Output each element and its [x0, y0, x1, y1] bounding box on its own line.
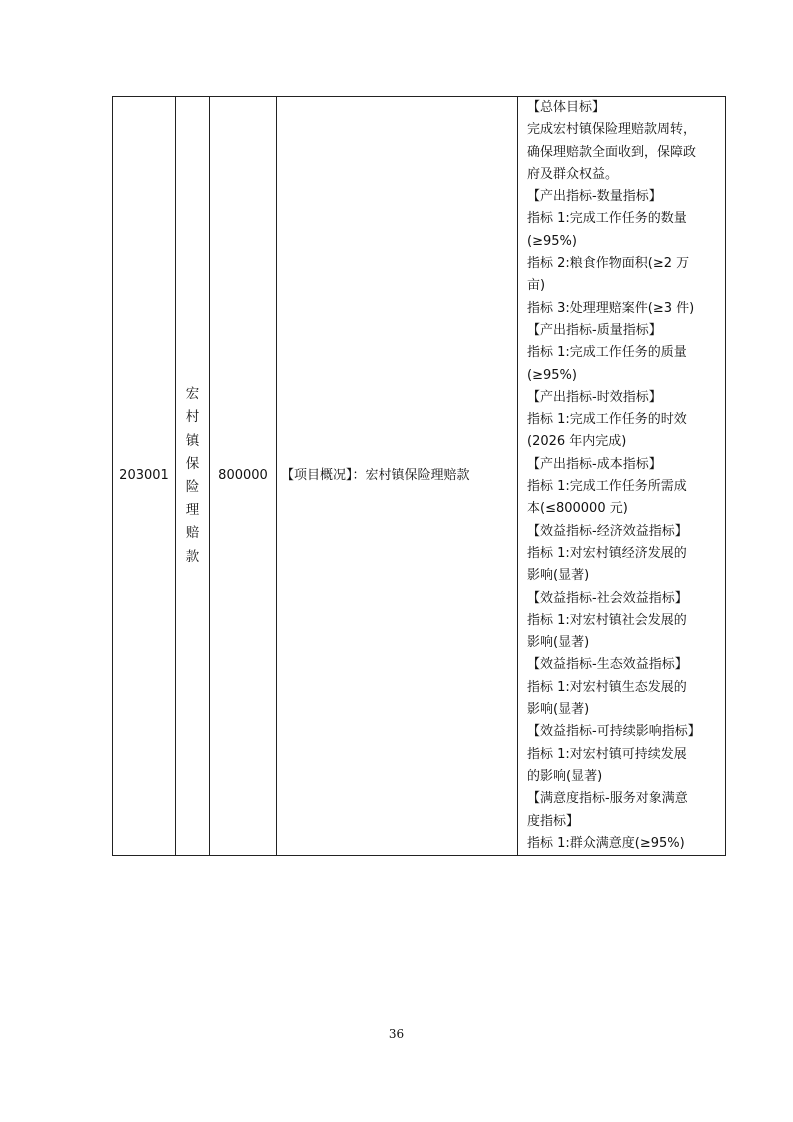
- target-line: 指标 1:对宏村镇可持续发展: [527, 746, 687, 762]
- target-line: 指标 1:对宏村镇经济发展的: [527, 545, 687, 561]
- target-line: 指标 1:群众满意度(≥95%): [527, 835, 685, 851]
- project-table: [112, 96, 726, 856]
- project-name-cell: [176, 97, 210, 856]
- project-code-cell: 203001: [113, 97, 176, 856]
- target-line: 完成宏村镇保险理赔款周转，: [527, 122, 697, 138]
- target-line: 指标 1:完成工作任务的数量: [527, 211, 687, 227]
- project-overview-cell: 【项目概况】：宏村镇保险理赔款: [277, 97, 518, 856]
- target-line: 府及群众权益。: [527, 166, 619, 182]
- target-line: 【产出指标-时效指标】: [527, 389, 662, 405]
- target-line: 【满意度指标-服务对象满意: [527, 791, 688, 807]
- page-number: 36: [388, 1027, 405, 1041]
- table-row: [113, 97, 726, 856]
- target-line: 【产出指标-成本指标】: [527, 456, 662, 472]
- target-line: (≥95%): [527, 367, 577, 383]
- target-line: 确保理赔款全面收到，保障政: [527, 144, 697, 160]
- target-line: 【效益指标-社会效益指标】: [527, 590, 688, 606]
- project-amount-cell: 800000: [210, 97, 277, 856]
- target-line: (2026 年内完成): [527, 434, 627, 450]
- target-line: 度指标】: [527, 813, 580, 829]
- target-line: 指标 1:对宏村镇社会发展的: [527, 612, 687, 628]
- target-line: 影响(显著): [527, 635, 590, 651]
- target-line: 本(≤800000 元): [527, 501, 628, 517]
- target-line: 【产出指标-质量指标】: [527, 322, 662, 338]
- target-line: 影响(显著): [527, 702, 590, 718]
- target-line: 指标 2:粮食作物面积(≥2 万: [527, 256, 690, 272]
- target-line: 【效益指标-经济效益指标】: [527, 523, 688, 539]
- targets-list: [527, 97, 721, 855]
- target-line: 的影响(显著): [527, 768, 603, 784]
- target-line: 亩): [527, 278, 546, 294]
- performance-targets-cell: [518, 97, 726, 856]
- target-line: 【总体目标】: [527, 100, 606, 115]
- target-line: 指标 1:完成工作任务的质量: [527, 345, 687, 361]
- target-line: 影响(显著): [527, 568, 590, 584]
- target-line: 【产出指标-数量指标】: [527, 189, 662, 205]
- target-line: (≥95%): [527, 233, 577, 249]
- target-line: 指标 3:处理理赔案件(≥3 件): [527, 300, 695, 316]
- target-line: 指标 1:完成工作任务的时效: [527, 412, 687, 428]
- target-line: 指标 1:对宏村镇生态发展的: [527, 679, 687, 695]
- target-line: 【效益指标-生态效益指标】: [527, 657, 688, 673]
- target-line: 指标 1:完成工作任务所需成: [527, 479, 687, 495]
- target-line: 【效益指标-可持续影响指标】: [527, 724, 701, 740]
- project-name-text: 宏村镇保险理赔款: [185, 386, 200, 565]
